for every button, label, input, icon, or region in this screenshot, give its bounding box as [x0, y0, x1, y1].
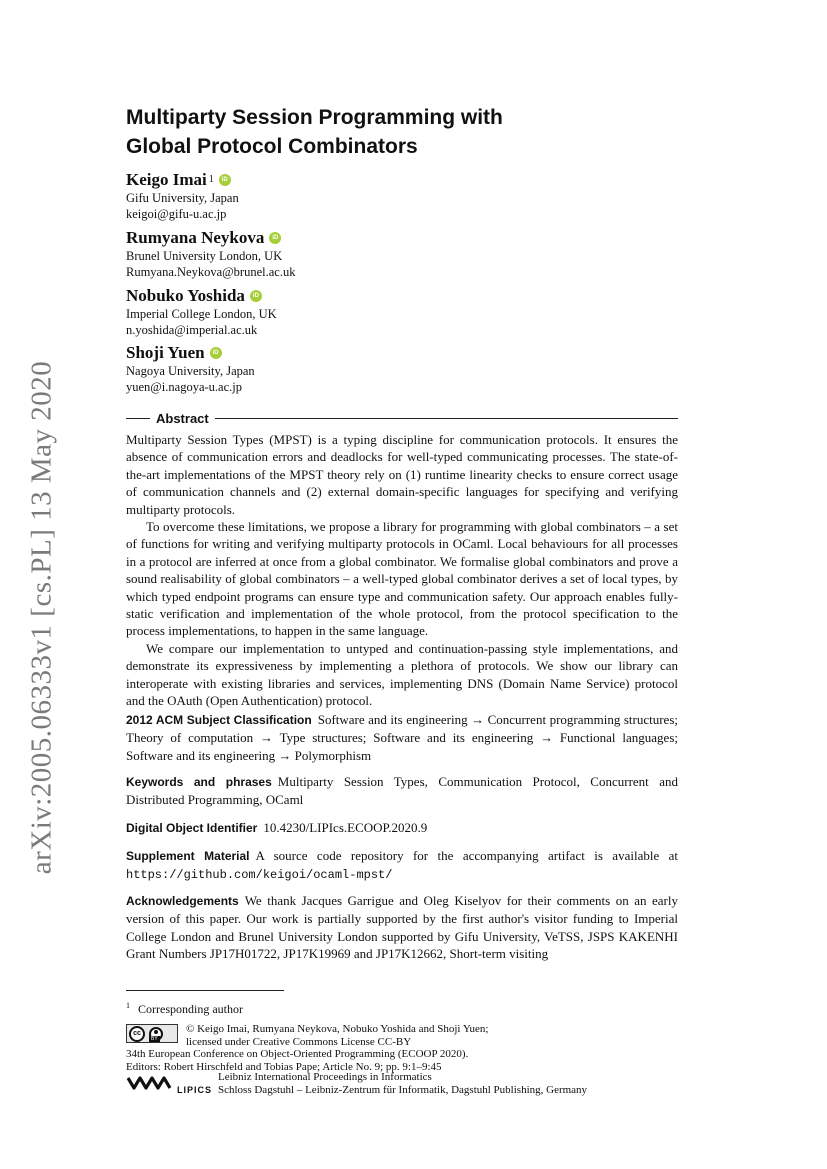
keywords: [126, 773, 678, 809]
doi-label: Digital Object Identifier: [126, 821, 258, 835]
abstract-body: [126, 431, 678, 710]
keywords-text: Multiparty Session Types, Communication Protocol, Concurrent and Distributed Programming, OCaml: [126, 774, 678, 808]
title-line-1: Multiparty Session Programming with: [126, 106, 503, 129]
supplement-url[interactable]: https://github.com/keigoi/ocaml-mpst/: [126, 868, 393, 883]
acm-text: Software and its engineering → Concurrent programming structures; Theory of computation → Type structures; Software and its engineering → Functional languages; Software and its engineering → Polymorphism: [126, 712, 678, 763]
author-name: Keigo Imai: [126, 170, 207, 189]
acknowledgements: [126, 892, 678, 963]
license-line-2: licensed under Creative Commons License CC-BY: [186, 1035, 412, 1048]
ack-text: We thank Jacques Garrigue and Oleg Kiselyov for their comments on an early version of this paper. Our work is partially supported by the first author's visitor funding to Imperial College London and Brunel University London supported by Gifu University, VeTSS, JSPS KAKENHI Grant Numbers JP17H01722, JP17K19969 and JP17K12662, Short-term visiting: [126, 893, 678, 962]
ack-label: Acknowledgements: [126, 894, 239, 908]
footnote-text: Corresponding author: [138, 1002, 243, 1016]
author-email[interactable]: keigoi@gifu-u.ac.jp: [126, 207, 227, 221]
abstract-paragraph-3: We compare our implementation to untyped and continuation-passing style implementations, and demonstrate its expressiveness by implementing a plethora of protocols. We show our library can interoperate with existing libraries and services, implementing DNS (Domain Name Service) protocol and the OAuth (Open Authentication) protocol.: [126, 640, 678, 709]
abstract-rule-left: [126, 418, 150, 419]
author-name-row: [126, 286, 526, 306]
acm-classification: [126, 711, 678, 764]
author-affiliation: Brunel University London, UK: [126, 249, 283, 263]
supplement-label: Supplement Material: [126, 849, 250, 863]
author-name-row: [126, 228, 526, 248]
abstract-paragraph-2: To overcome these limitations, we propose a library for programming with global combinators – a set of functions for writing and verifying multiparty protocols in OCaml. Local behaviours for all processes in a protocol are inferred at once from a global combinator. We formalise global combinators and prove a sound realisability of global combinators – a well-typed global combinator derives a set of local types, by which typed endpoint programs can ensure type and communication safety. Our approach enables fully-static verification and implementation of the whole protocol, from the protocol specification to the process implementations, to happen in the same language.: [126, 519, 678, 639]
conference-line: 34th European Conference on Object-Oriented Programming (ECOOP 2020).: [126, 1048, 469, 1060]
footnote: [126, 998, 526, 1017]
editors-line: Editors: Robert Hirschfeld and Tobias Pape; Article No. 9; pp. 9:1–9:45: [126, 1060, 442, 1073]
abstract-label: Abstract: [156, 410, 209, 426]
author-name-row: [126, 343, 526, 363]
cc-icon: cc: [129, 1026, 145, 1042]
arxiv-id-text: arXiv:2005.06333v1 [cs.PL] 13 May 2020: [25, 360, 58, 874]
arxiv-identifier: [22, 357, 62, 877]
license-notice: [186, 1023, 656, 1048]
orcid-icon[interactable]: iD: [210, 347, 222, 359]
license-line-1: © Keigo Imai, Rumyana Neykova, Nobuko Yoshida and Shoji Yuen;: [186, 1023, 489, 1035]
supplement-text: A source code repository for the accompanying artifact is available at: [255, 848, 679, 863]
keywords-label: Keywords and phrases: [126, 775, 272, 789]
footnote-mark: 1: [126, 1001, 130, 1010]
paper-title: [126, 103, 686, 161]
author-name: Shoji Yuen: [126, 343, 205, 362]
orcid-icon[interactable]: iD: [269, 232, 281, 244]
author-name: Rumyana Neykova: [126, 228, 265, 247]
doi-text[interactable]: 10.4230/LIPIcs.ECOOP.2020.9: [263, 820, 428, 835]
author-block: [126, 170, 526, 222]
publisher-line-1: Leibniz International Proceedings in Informatics: [218, 1071, 432, 1083]
title-line-2: Global Protocol Combinators: [126, 135, 418, 158]
author-affiliation: Gifu University, Japan: [126, 191, 239, 205]
orcid-icon[interactable]: iD: [219, 174, 231, 186]
author-footnote-mark: 1: [208, 174, 214, 185]
conference-info: [126, 1048, 646, 1073]
footnote-rule: [126, 990, 284, 991]
author-block: [126, 228, 526, 280]
author-email[interactable]: Rumyana.Neykova@brunel.ac.uk: [126, 265, 296, 279]
publisher-line-2: Schloss Dagstuhl – Leibniz-Zentrum für Informatik, Dagstuhl Publishing, Germany: [218, 1083, 588, 1096]
author-email[interactable]: yuen@i.nagoya-u.ac.jp: [126, 380, 242, 394]
author-name-row: [126, 170, 526, 190]
author-email[interactable]: n.yoshida@imperial.ac.uk: [126, 323, 258, 337]
cc-by-license-icon[interactable]: [126, 1024, 178, 1043]
abstract-heading: [126, 410, 678, 426]
author-affiliation: Nagoya University, Japan: [126, 364, 255, 378]
doi: [126, 819, 678, 837]
author-affiliation: Imperial College London, UK: [126, 307, 277, 321]
author-block: [126, 343, 526, 395]
publisher-info: [218, 1071, 668, 1096]
by-label: BY: [151, 1036, 158, 1042]
abstract-rule-right: [215, 418, 678, 419]
acm-label: 2012 ACM Subject Classification: [126, 713, 312, 727]
author-name: Nobuko Yoshida: [126, 286, 245, 305]
supplement-material: [126, 847, 678, 885]
lipics-label: LIPICS: [177, 1085, 213, 1095]
author-block: [126, 286, 526, 338]
orcid-icon[interactable]: iD: [250, 290, 262, 302]
abstract-paragraph-1: Multiparty Session Types (MPST) is a typing discipline for communication protocols. It ensures the absence of communication errors and deadlocks for well-typed communicating processes. The state-of-the-art implementations of the MPST theory rely on (1) runtime linearity checks to ensure correct usage of communication channels and (2) external domain-specific languages for specifying and verifying multiparty protocols.: [126, 432, 678, 517]
